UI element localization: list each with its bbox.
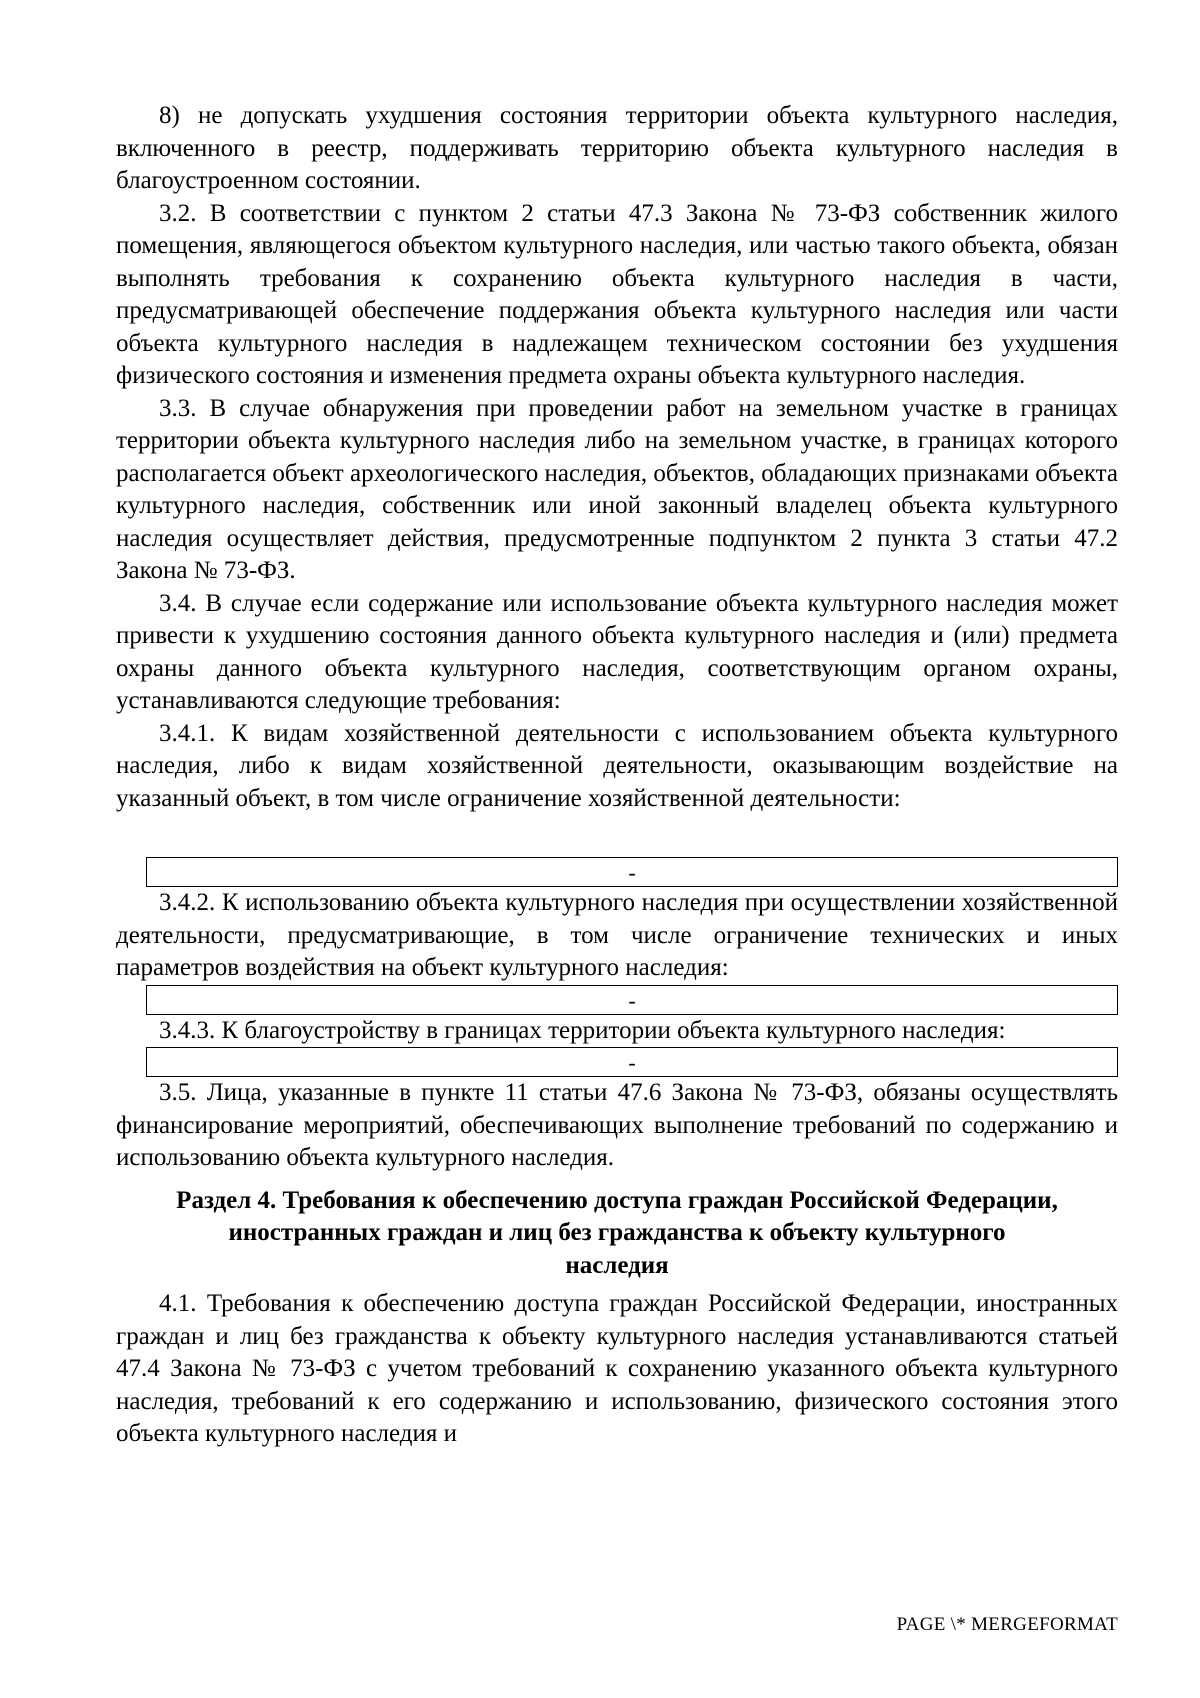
table-cell-3-4-2: - [146,985,1118,1015]
page-footer-field: PAGE \* MERGEFORMAT [896,1614,1118,1635]
paragraph-item-8: 8) не допускать ухудшения состояния территории объекта культурного наследия, включенного в реестр, поддерживать территорию объекта культурного наследия в благоустроенном состоянии. [116,102,1118,194]
document-page [116,100,1118,1451]
table-cell-3-4-1: - [146,857,1118,887]
paragraph-4-1: 4.1. Требования к обеспечению доступа граждан Российской Федерации, иностранных граждан и лиц без гражданства к объекту культурного наследия устанавливаются статьей 47.4 Закона № 73-ФЗ с учетом требований к сохранению указанного объекта культурного наследия, требований к его содержанию и использованию, физического состояния этого объекта культурного наследия и [116,1290,1118,1447]
paragraph-3-5: 3.5. Лица, указанные в пункте 11 статьи 47.6 Закона № 73-ФЗ, обязаны осуществлять финансирование мероприятий, обеспечивающих выполнение требований по содержанию и использованию объекта культурного наследия. [116,1079,1118,1171]
paragraph-3-4-3: 3.4.3. К благоустройству в границах территории объекта культурного наследия: [159,1016,1006,1044]
paragraph-3-4-1: 3.4.1. К видам хозяйственной деятельности с использованием объекта культурного наследия, либо к видам хозяйственной деятельности, оказывающим воздействие на указанный объект, в том числе ограничение хозяйственной деятельности: [116,719,1118,812]
section-4-heading: Раздел 4. Требования к обеспечению доступа граждан Российской Федерации, иностранных граждан и лиц без гражданства к объекту культурного наследия [176,1186,1058,1279]
table-cell-3-4-3: - [146,1047,1118,1077]
paragraph-3-2: 3.2. В соответствии с пунктом 2 статьи 47.3 Закона № 73-ФЗ собственник жилого помещения, являющегося объектом культурного наследия, или частью такого объекта, обязан выполнять требования к сохранению объекта культурного наследия в части, предусматривающей обеспечение поддержания объекта культурного наследия или части объекта культурного наследия в надлежащем техническом состоянии без ухудшения физического состояния и изменения предмета охраны объекта культурного наследия. [116,199,1118,389]
paragraph-3-3: 3.3. В случае обнаружения при проведении работ на земельном участке в границах территории объекта культурного наследия либо на земельном участке, в границах которого располагается объект археологического наследия, объектов, обладающих признаками объекта культурного наследия, собственник или иной законный владелец объекта культурного наследия осуществляет действия, предусмотренные подпунктом 2 пункта 3 статьи 47.2 Закона № 73-ФЗ. [116,394,1118,584]
paragraph-3-4-2: 3.4.2. К использованию объекта культурного наследия при осуществлении хозяйственной деятельности, предусматривающие, в том числе ограничение технических и иных параметров воздействия на объект культурного наследия: [116,889,1118,981]
paragraph-3-4: 3.4. В случае если содержание или использование объекта культурного наследия может привести к ухудшению состояния данного объекта культурного наследия и (или) предмета охраны данного объекта культурного наследия, соответствующим органом охраны, устанавливаются следующие требования: [116,589,1118,714]
